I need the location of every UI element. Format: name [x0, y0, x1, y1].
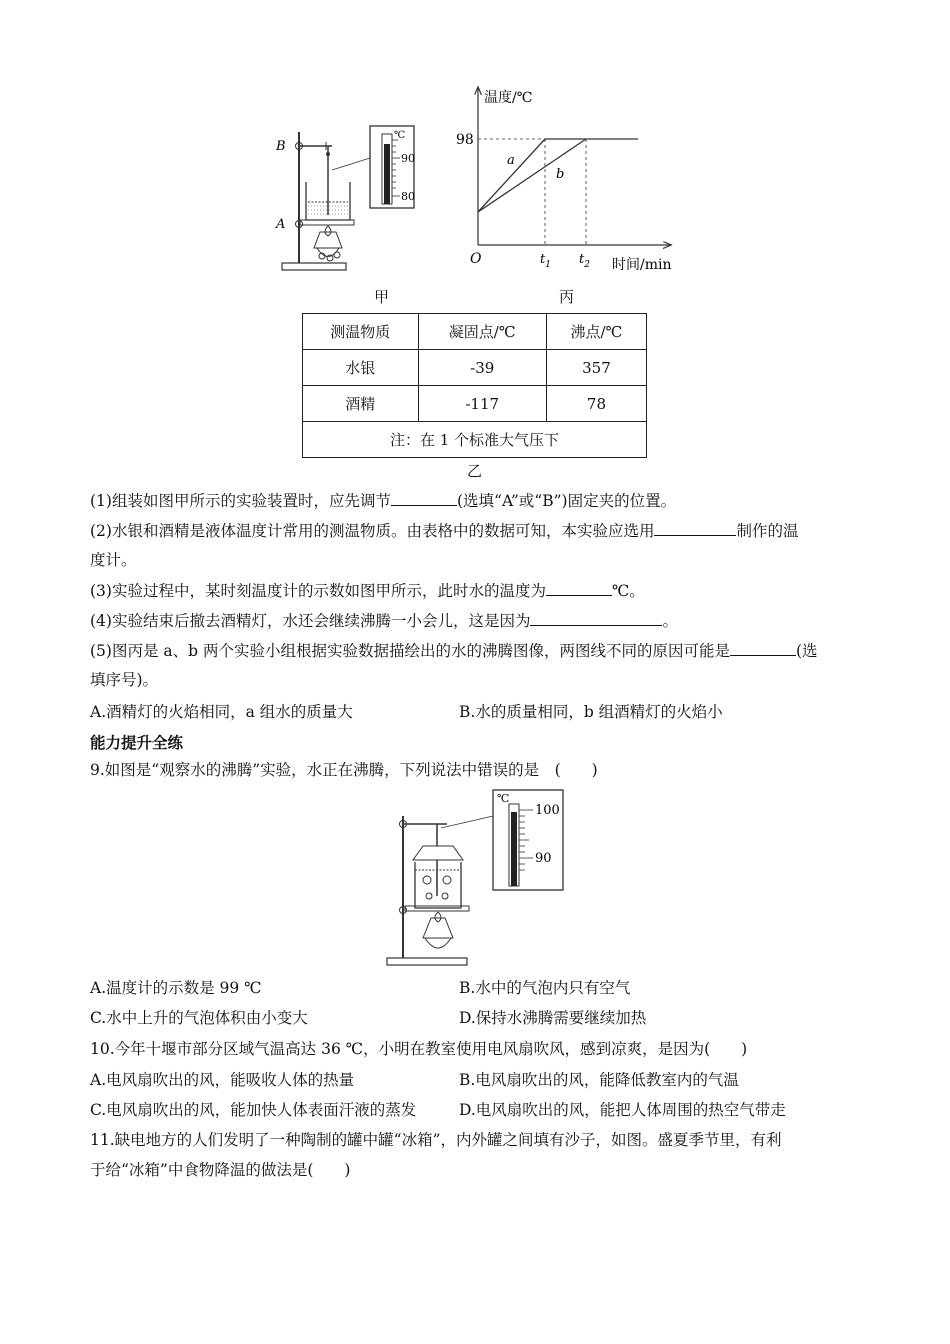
- answer-blank[interactable]: [530, 609, 662, 626]
- q9-therm-90: 90: [535, 851, 552, 866]
- q5-option-a[interactable]: A.酒精灯的火焰相同，a 组水的质量大: [90, 703, 353, 721]
- therm-80: 80: [401, 190, 415, 203]
- table-cell: -117: [418, 386, 546, 422]
- t1-label: $t_1$: [540, 252, 551, 270]
- y-tick-98: 98: [456, 132, 474, 148]
- data-table: [302, 313, 647, 458]
- caption-yi: 乙: [467, 462, 483, 480]
- table-cell: -39: [418, 350, 546, 386]
- q9-therm-100: 100: [535, 803, 560, 818]
- q11-continued: 于给“冰箱”中食物降温的做法是( ): [90, 1161, 351, 1179]
- y-axis-label: 温度/℃: [484, 90, 533, 106]
- clamp-b-label: B: [276, 139, 286, 154]
- q5-text: (5)图丙是 a、b 两个实验小组根据实验数据描绘出的水的沸腾图像，两图线不同的原因可能是: [90, 642, 730, 660]
- table-header: 沸点/℃: [546, 314, 646, 350]
- q2-text-end: 制作的温: [736, 522, 799, 540]
- question-3: [90, 579, 645, 602]
- question-1: [90, 489, 676, 512]
- answer-blank[interactable]: [546, 579, 612, 596]
- figure-bing-graph: [440, 82, 690, 277]
- q2-continued: 度计。: [90, 551, 137, 569]
- q2-text: (2)水银和酒精是液体温度计常用的测温物质。由表格中的数据可知，本实验应选用: [90, 522, 655, 540]
- line-a-label: a: [507, 153, 515, 168]
- q9-therm-unit: ℃: [497, 792, 510, 805]
- table-cell: 水银: [303, 350, 419, 386]
- table-header: 凝固点/℃: [418, 314, 546, 350]
- table-note-row: [303, 422, 647, 458]
- table-cell: 78: [546, 386, 646, 422]
- q9-option-a[interactable]: A.温度计的示数是 99 ℃: [90, 979, 262, 997]
- x-axis-label: 时间/min: [612, 257, 672, 273]
- q9-apparatus: [385, 788, 570, 968]
- q5-option-b[interactable]: B.水的质量相同，b 组酒精灯的火焰小: [459, 703, 723, 721]
- q5-text-end: (选: [795, 642, 818, 660]
- caption-bing: 丙: [559, 288, 575, 306]
- therm-unit: ℃: [394, 130, 406, 141]
- question-5: [90, 639, 818, 662]
- figure-jia-apparatus: [270, 120, 420, 275]
- q9-option-c[interactable]: C.水中上升的气泡体积由小变大: [90, 1009, 308, 1027]
- answer-blank[interactable]: [654, 519, 736, 536]
- q9-option-b[interactable]: B.水中的气泡内只有空气: [459, 979, 631, 997]
- line-b-label: b: [556, 167, 565, 182]
- clamp-a-label: A: [276, 217, 286, 232]
- q3-text-end: ℃。: [611, 582, 645, 600]
- table-cell: 酒精: [303, 386, 419, 422]
- caption-jia: 甲: [374, 288, 390, 306]
- question-11: 11.缺电地方的人们发明了一种陶制的罐中罐“冰箱”，内外罐之间填有沙子，如图。盛夏季节里，有利: [90, 1131, 782, 1149]
- q10-option-a[interactable]: A.电风扇吹出的风，能吸收人体的热量: [90, 1071, 355, 1089]
- table-row: [303, 386, 647, 422]
- series-a-rise-line: [478, 139, 545, 212]
- question-9: 9.如图是“观察水的沸腾”实验，水正在沸腾，下列说法中错误的是 ( ): [90, 761, 598, 779]
- t2-label: $t_2$: [579, 252, 590, 270]
- table-cell: 357: [546, 350, 646, 386]
- answer-blank[interactable]: [391, 489, 457, 506]
- q4-text: (4)实验结束后撤去酒精灯，水还会继续沸腾一小会儿，这是因为: [90, 612, 531, 630]
- q10-option-d[interactable]: D.电风扇吹出的风，能把人体周围的热空气带走: [459, 1101, 786, 1119]
- q9-option-d[interactable]: D.保持水沸腾需要继续加热: [459, 1009, 647, 1027]
- q4-text-end: 。: [662, 612, 678, 630]
- question-2: [90, 519, 798, 542]
- answer-blank[interactable]: [730, 639, 796, 656]
- q1-text-end: (选填“A”或“B”)固定夹的位置。: [456, 492, 677, 510]
- table-row: [303, 350, 647, 386]
- table-note: 注：在 1 个标准大气压下: [303, 422, 647, 458]
- question-10: 10.今年十堰市部分区域气温高达 36 ℃，小明在教室使用电风扇吹风，感到凉爽，是因为( ): [90, 1040, 748, 1058]
- therm-90: 90: [401, 152, 415, 165]
- origin-label: O: [470, 251, 482, 267]
- q10-option-c[interactable]: C.电风扇吹出的风，能加快人体表面汗液的蒸发: [90, 1101, 417, 1119]
- q3-text: (3)实验过程中，某时刻温度计的示数如图甲所示，此时水的温度为: [90, 582, 546, 600]
- q1-text: (1)组装如图甲所示的实验装置时，应先调节: [90, 492, 391, 510]
- q5-continued: 填序号)。: [90, 671, 159, 689]
- q10-option-b[interactable]: B.电风扇吹出的风，能降低教室内的气温: [459, 1071, 739, 1089]
- table-header-row: [303, 314, 647, 350]
- section-heading: 能力提升全练: [90, 734, 184, 752]
- series-b-rise-line: [478, 139, 586, 212]
- table-header: 测温物质: [303, 314, 419, 350]
- question-4: [90, 609, 678, 632]
